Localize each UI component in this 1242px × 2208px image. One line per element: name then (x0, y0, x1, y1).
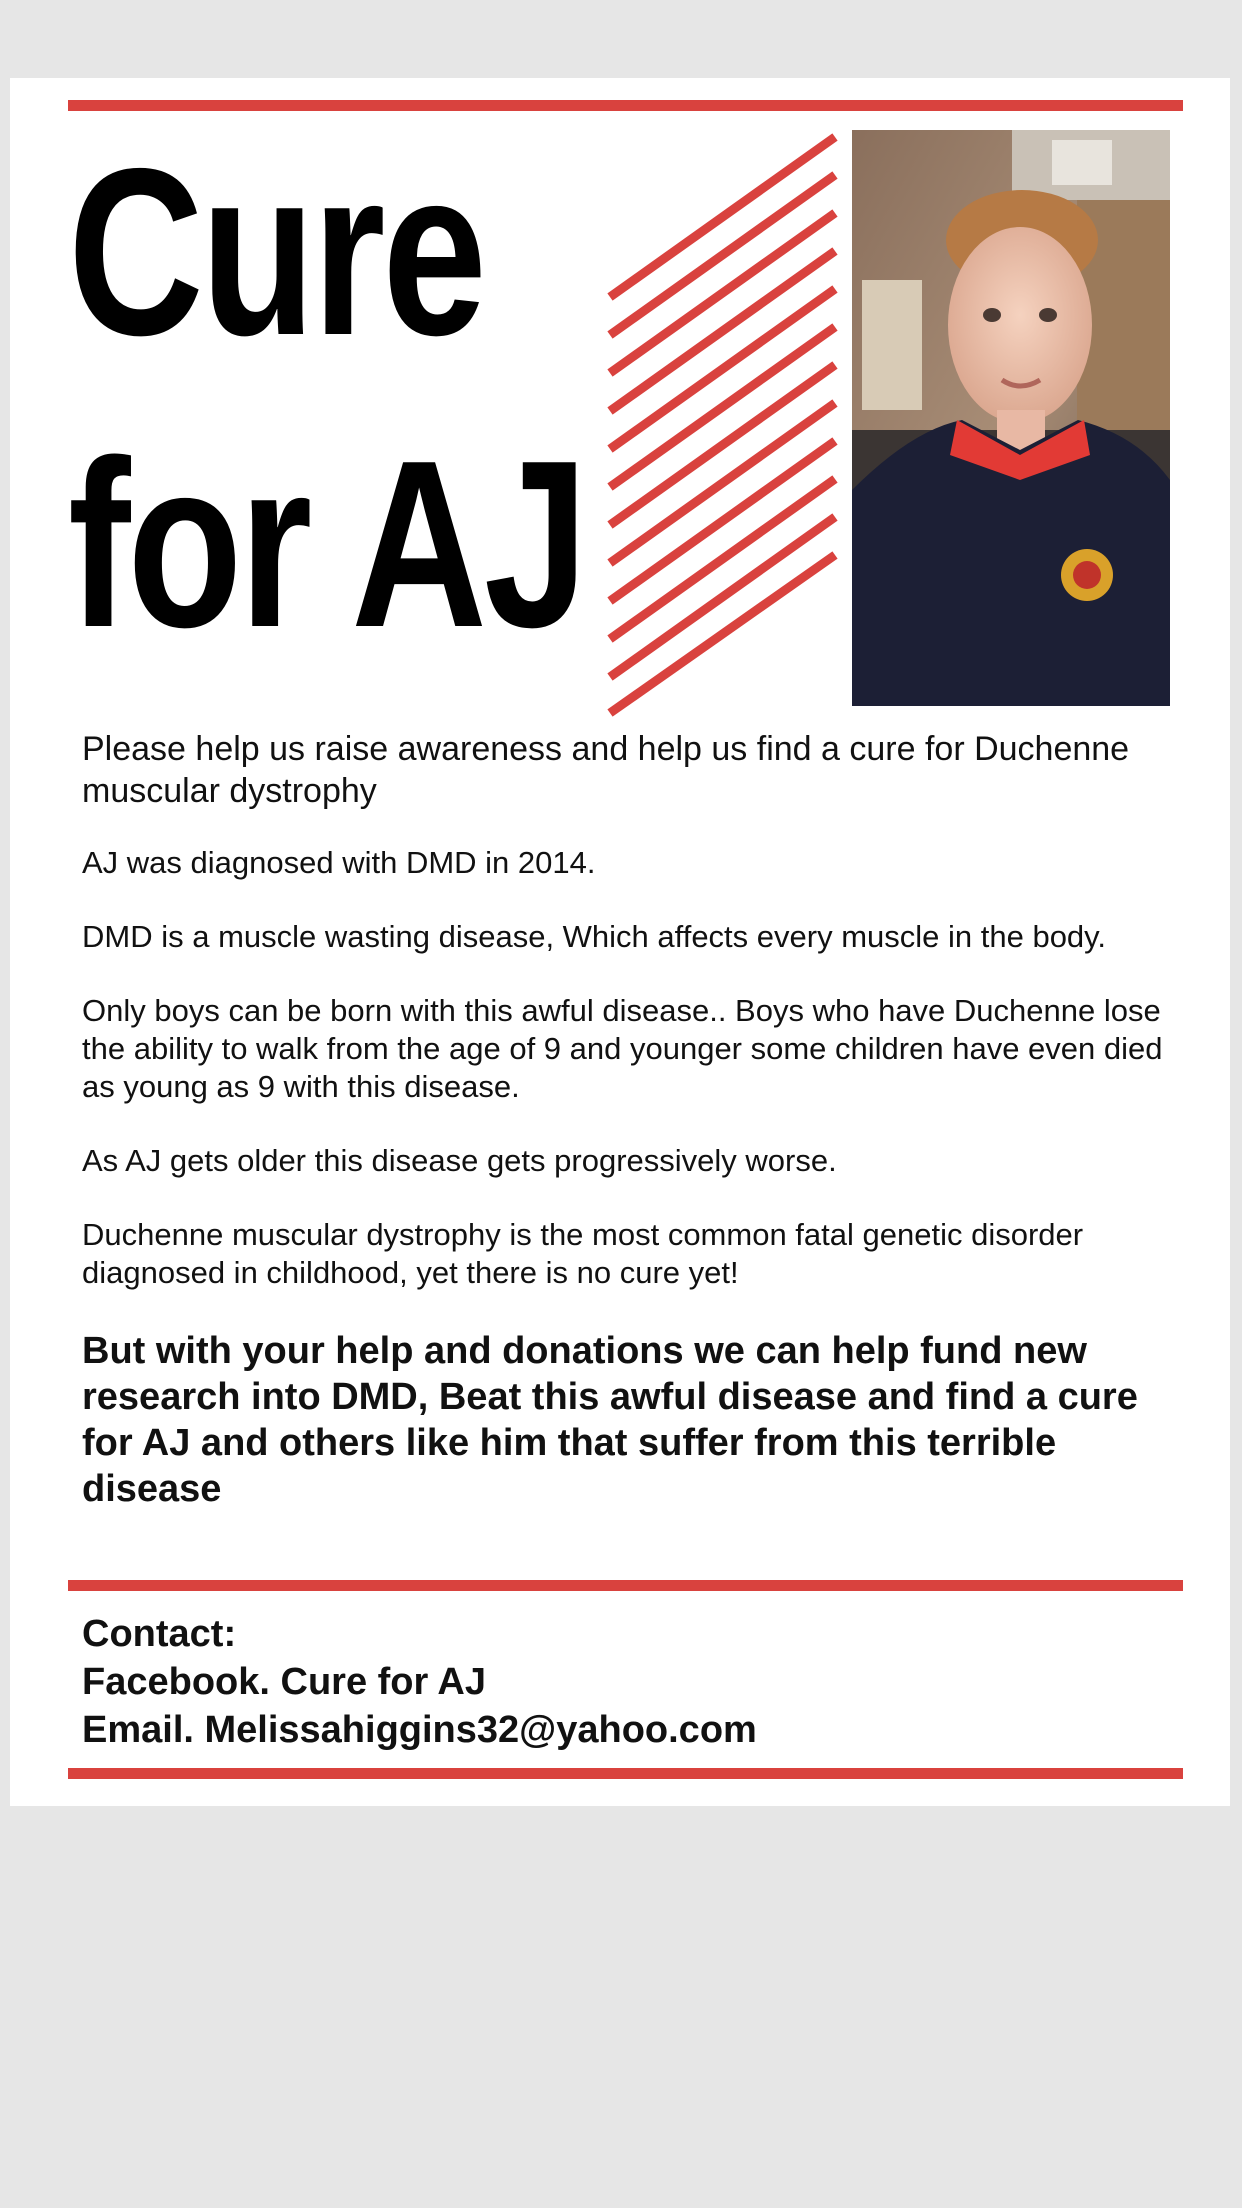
poster (10, 78, 1230, 1806)
paragraph-progression: As AJ gets older this disease gets progressively worse. (82, 1143, 837, 1178)
title-line-1: Cure (68, 120, 484, 385)
title-line-2: for AJ (68, 412, 586, 677)
middle-divider (68, 1580, 1183, 1591)
boy-portrait-photo (852, 130, 1170, 706)
paragraph-boys: Only boys can be born with this awful disease.. Boys who have Duchenne lose the ability to walk from the age of 9 and younger some children have even died as young as 9 with this disease. (82, 993, 1163, 1104)
paragraph-diagnosis: AJ was diagnosed with DMD in 2014. (82, 845, 596, 880)
contact-block (82, 1610, 1182, 1754)
paragraph-fatal: Duchenne muscular dystrophy is the most common fatal genetic disorder diagnosed in childhood, yet there is no cure yet! (82, 1217, 1084, 1290)
contact-email[interactable]: Email. Melissahiggins32@yahoo.com (82, 1709, 757, 1751)
intro-text: Please help us raise awareness and help us find a cure for Duchenne muscular dystrophy (82, 730, 1130, 810)
contact-facebook[interactable]: Facebook. Cure for AJ (82, 1661, 487, 1703)
paragraph-disease: DMD is a muscle wasting disease, Which affects every muscle in the body. (82, 919, 1106, 954)
top-divider (68, 100, 1183, 111)
bottom-divider (68, 1768, 1183, 1779)
diagonal-stripes-decoration (605, 128, 840, 718)
appeal-text: But with your help and donations we can help fund new research into DMD, Beat this awful disease and find a cure for AJ and others like him that suffer from this terrible disease (82, 1330, 1138, 1510)
contact-heading: Contact: (82, 1613, 237, 1655)
body-text (82, 728, 1182, 1512)
